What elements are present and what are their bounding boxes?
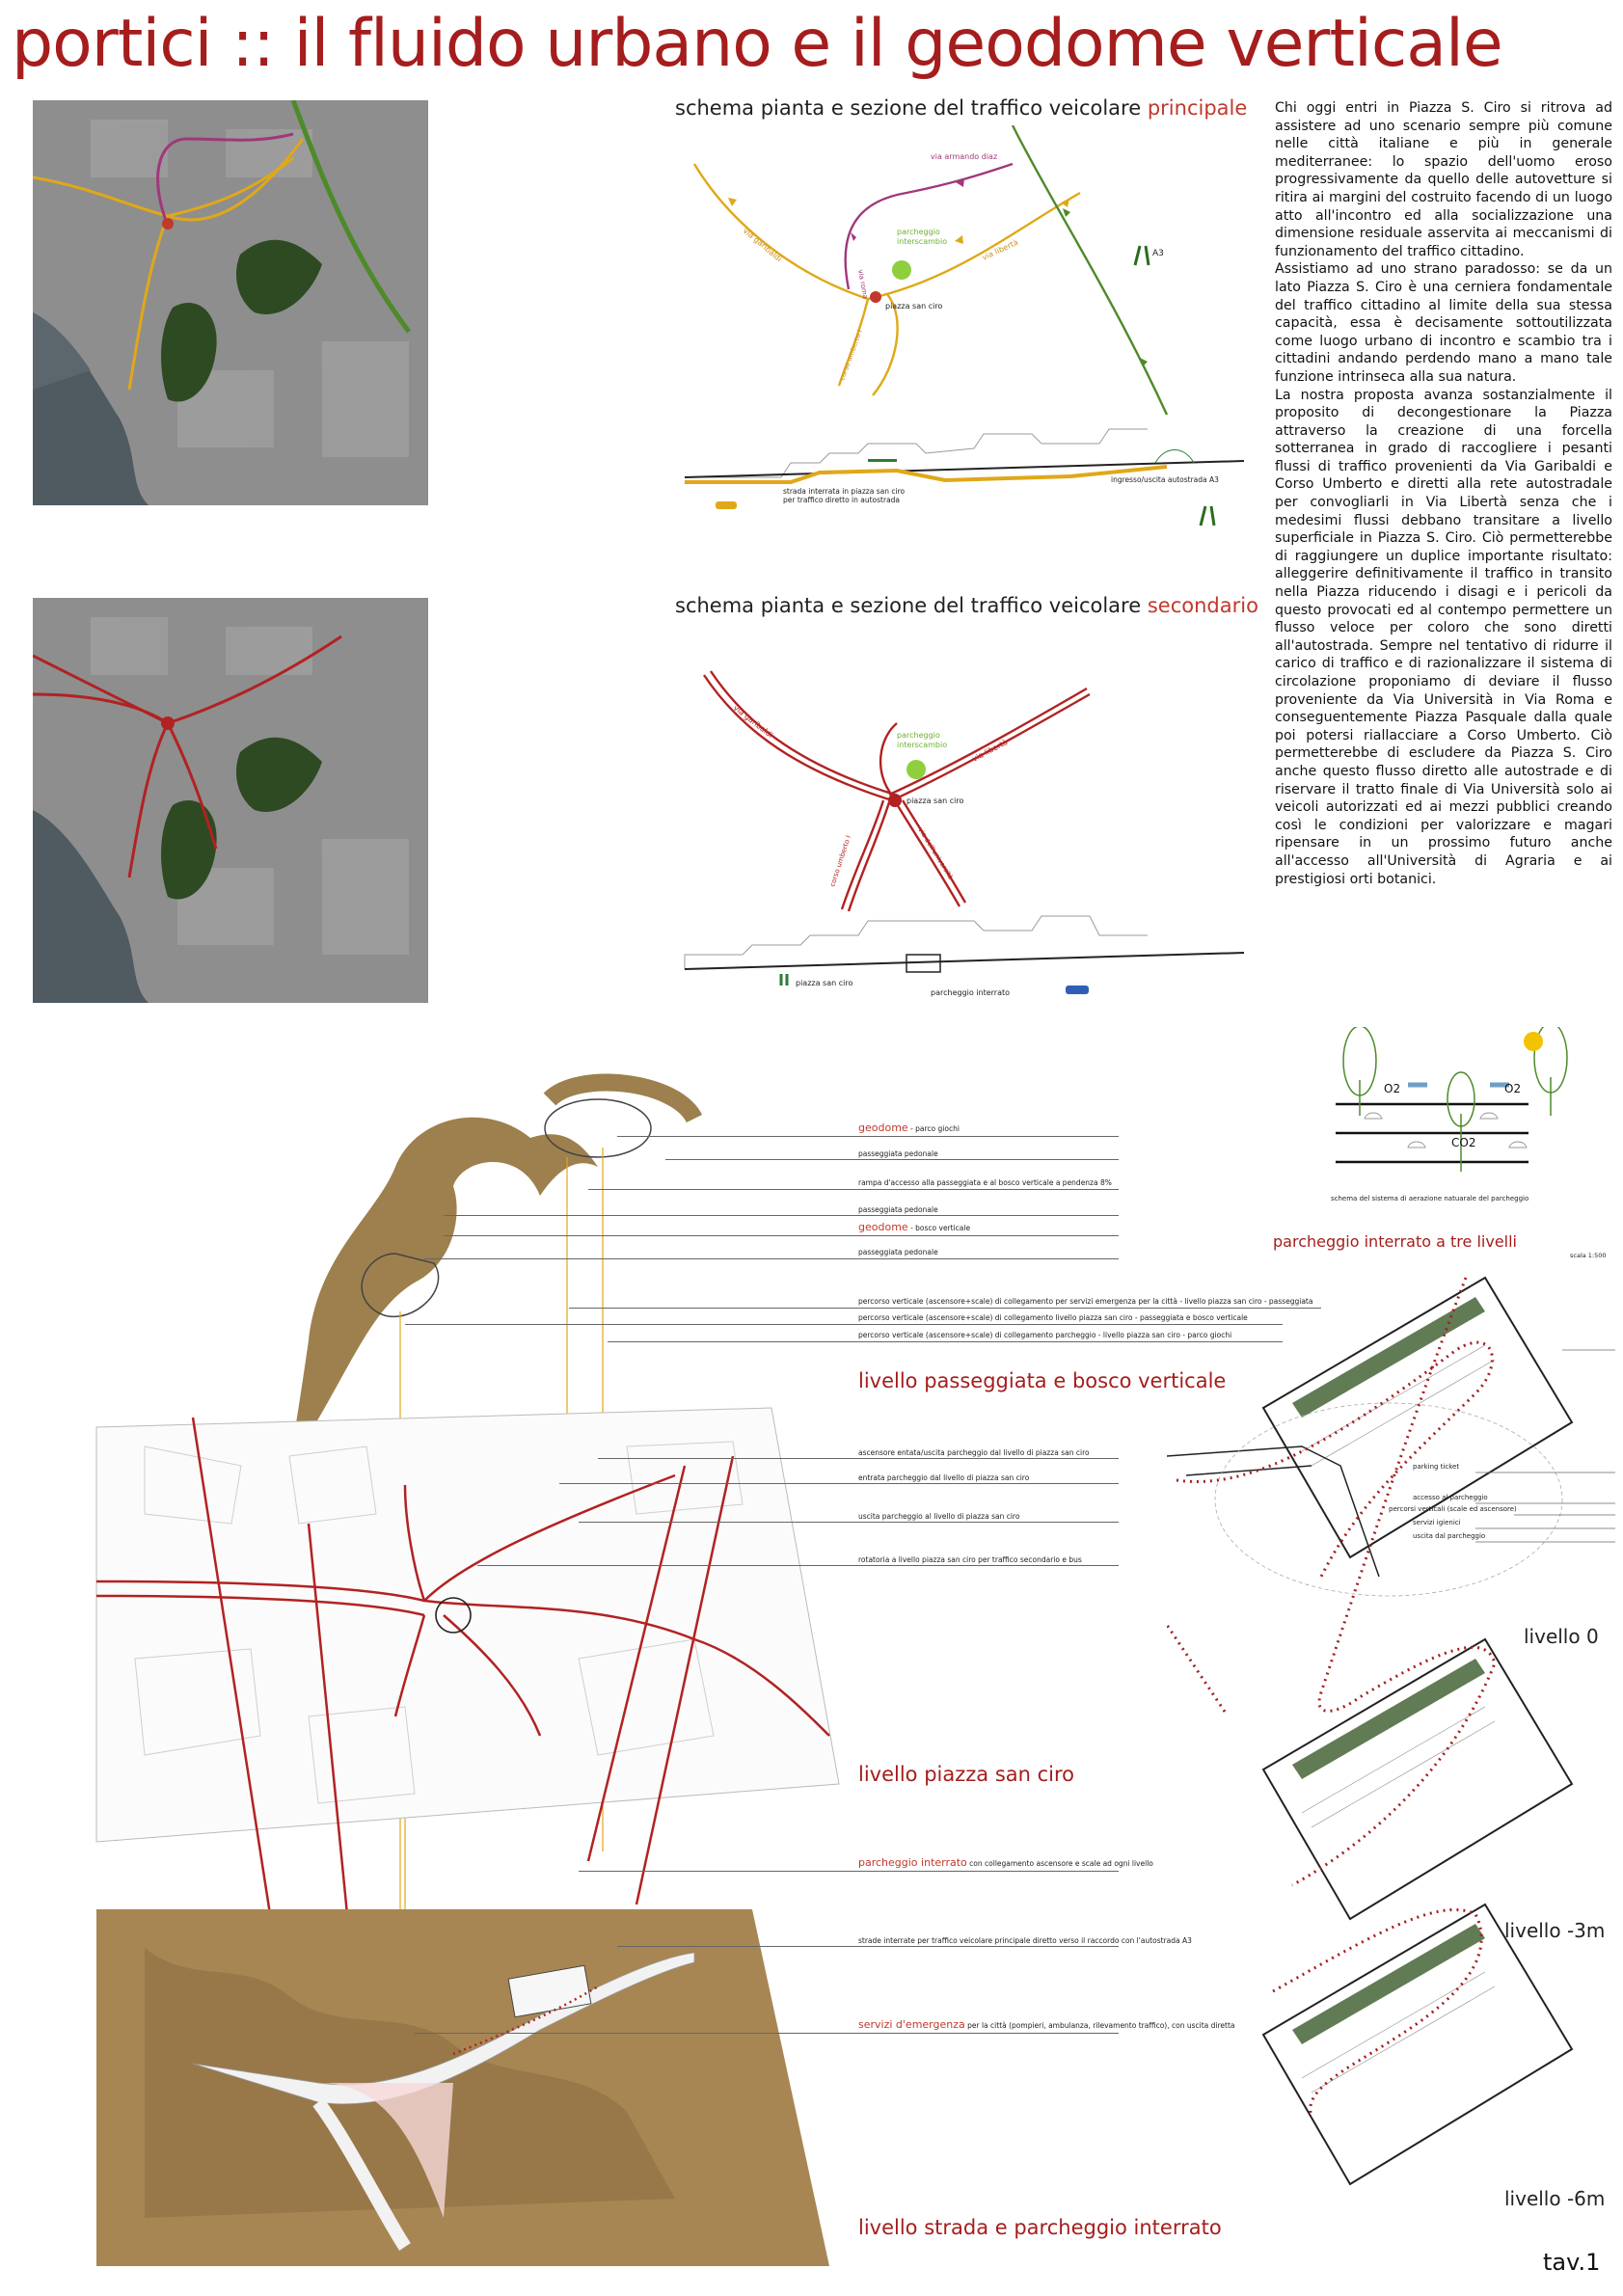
label-passeggiata-1: passeggiata pedonale [858, 1149, 938, 1158]
label-piazza-san-ciro: piazza san ciro [885, 302, 943, 311]
parcheggio-plan-scale: scala 1:500 [1570, 1252, 1607, 1259]
line-passeggiata-3 [424, 1258, 1119, 1259]
section-label-3: ingresso/uscita autostrada A3 [1111, 475, 1219, 484]
aerial-photo-secondario [33, 598, 428, 1003]
label-via-universita: via dell'università [916, 825, 955, 881]
principale-heading [675, 96, 1247, 120]
plan-label-servizi: servizi igienici [1413, 1519, 1461, 1526]
label-via-liberta: via libertà [981, 237, 1020, 262]
sheet-number: tav.1 [1543, 2249, 1601, 2276]
aeration-caption: schema del sistema di aerazione natuarale del parcheggio [1331, 1195, 1529, 1202]
label-parcheggio: parcheggio [897, 228, 940, 236]
label-rampa: rampa d'accesso alla passeggiata e al bosco verticale a pendenza 8% [858, 1178, 1112, 1187]
secondario-heading-accent: secondario [1147, 594, 1258, 617]
line-entrata [559, 1483, 1119, 1484]
description-paragraph-3: La nostra proposta avanza sostanzialmente il proposito di decongestionare la Piazza attraverso la creazione di una forcella sotterranea in grado di raccogliere i pesanti flussi di traffico provenienti da Via Garibaldi e Corso Umberto e diretti alla rete autostradale per convogliarli in Via Libertà senza che i medesimi flussi debbano transitare a livello superficiale in Piazza S. Ciro. Ciò permetterebbe di raggiungere un duplice importante risultato: alleggerire definitivamente il traffico in transito nella Piazza riducendo i disagi e i pericoli da questo provocati ed al contempo permettere un flusso veloce per coloro che sono diretti all'autostrada. Sempre nel tentativo di ridurre il carico di traffico e di razionalizzare il sistema di circolazione proponiamo di deviare il flusso proveniente da Via Università in Via Roma e conseguentemente Piazza Pasquale dalla quale poi potersi riallacciare a Corso Umberto. Ciò permetterebbe di escludere da Piazza S. Ciro anche questo flusso diretto alle autostrade e di riservare il tratto finale di Via Università solo ai veicoli autorizzati ed ai mezzi pubblici creando così le condizioni per valorizzare e magari ripensare in un prossimo futuro anche all'accesso all'Università di Agraria e ai prestigiosi orti botanici. [1275, 387, 1612, 887]
line-rampa [588, 1189, 1119, 1190]
section-label-piazza: piazza san ciro [796, 979, 853, 987]
section-label-2: per traffico diretto in autostrada [783, 496, 901, 504]
plan-level-minus6: livello -6m [1504, 2187, 1606, 2210]
line-percorso-2 [405, 1324, 1283, 1325]
label-geodome-parco [858, 1121, 960, 1134]
line-servizi [415, 2033, 1119, 2034]
aeration-o2-left: O2 [1384, 1082, 1401, 1095]
label-parcheggio-interrato-text: con collegamento ascensore e scale ad ogni livello [966, 1859, 1153, 1868]
label-servizi-accent: servizi d'emergenza [858, 2018, 965, 2031]
label-uscita: uscita parcheggio al livello di piazza san ciro [858, 1512, 1020, 1521]
line-percorso-3 [608, 1341, 1283, 1342]
label-geodome-bosco [858, 1221, 970, 1233]
label-passeggiata-2: passeggiata pedonale [858, 1205, 938, 1214]
line-geodome-parco [617, 1136, 1119, 1137]
section-label-parcheggio: parcheggio interrato [931, 988, 1011, 997]
aeration-co2: CO2 [1451, 1136, 1476, 1149]
label-servizi [858, 2018, 1235, 2031]
label-via-armando-diaz: via armando diaz [931, 152, 998, 161]
label-parcheggio-interrato [858, 1856, 1153, 1869]
plan-level-minus3: livello -3m [1504, 1919, 1606, 1942]
label-geodome-bosco-text: - bosco verticale [907, 1224, 971, 1232]
secondario-heading [675, 594, 1258, 617]
label-interscambio: interscambio [897, 237, 948, 246]
axonometric-diagram [0, 1061, 849, 2295]
plan-label-percorsi: percorsi verticali (scale ed ascensore) [1389, 1505, 1517, 1513]
plan-label-parking-ticket: parking ticket [1413, 1463, 1460, 1471]
label-a3: A3 [1152, 249, 1164, 258]
line-percorso-1 [569, 1308, 1321, 1309]
level-passeggiata: livello passeggiata e bosco verticale [858, 1369, 1227, 1392]
aerial-photo-principale [33, 100, 428, 505]
principale-heading-accent: principale [1147, 96, 1248, 120]
line-uscita [579, 1522, 1119, 1523]
principale-schema [665, 125, 1263, 559]
section-label-1: strada interrata in piazza san ciro [783, 487, 906, 496]
parking-plans [1167, 1258, 1620, 2271]
label-interscambio-2: interscambio [897, 741, 948, 749]
label-geodome-bosco-accent: geodome [858, 1221, 908, 1233]
line-ascensore [598, 1458, 1119, 1459]
line-passeggiata-2 [444, 1215, 1119, 1216]
label-percorso-3: percorso verticale (ascensore+scale) di collegamento parcheggio - livello piazza san ciro - parco giochi [858, 1331, 1232, 1339]
label-ascensore: ascensore entata/uscita parcheggio dal livello di piazza san ciro [858, 1448, 1090, 1457]
principale-heading-text: schema pianta e sezione del traffico veicolare [675, 96, 1142, 120]
passeggiata-structure [289, 1083, 694, 1466]
secondario-heading-text: schema pianta e sezione del traffico veicolare [675, 594, 1142, 617]
label-parcheggio-2: parcheggio [897, 731, 940, 740]
line-parcheggio-interrato [579, 1871, 1119, 1872]
label-geodome-parco-text: - parco giochi [907, 1124, 960, 1133]
plan-label-accesso: accesso al parcheggio [1413, 1494, 1488, 1501]
label-entrata: entrata parcheggio dal livello di piazza san ciro [858, 1473, 1030, 1482]
secondario-schema [665, 627, 1263, 1013]
label-geodome-parco-accent: geodome [858, 1121, 908, 1134]
label-piazza-san-ciro-2: piazza san ciro [906, 797, 964, 805]
plan-label-uscita: uscita dal parcheggio [1413, 1532, 1486, 1540]
description-paragraph-1: Chi oggi entri in Piazza S. Ciro si ritrova ad assistere ad uno scenario sempre più comune nelle città italiane e più in generale mediterranee: lo spazio dell'uomo eroso progressivamente da quello delle autovetture si ritira ai margini del costruito facendo di un luogo atto all'incontro ed alla socializzazione una dimensione residuale asservita ai meccanismi di funzionamento del traffico cittadino. [1275, 100, 1612, 259]
label-corso-umberto: corso umberto I [838, 328, 864, 382]
aeration-schema [1316, 1027, 1606, 1205]
parcheggio-plan-heading: parcheggio interrato a tre livelli [1273, 1232, 1517, 1251]
line-strade-interrate [617, 1946, 1119, 1947]
level-strada: livello strada e parcheggio interrato [858, 2216, 1222, 2239]
label-percorso-1: percorso verticale (ascensore+scale) di collegamento per servizi emergenza per la città - livello piazza san ciro - passeggiata [858, 1297, 1313, 1306]
label-corso-umberto-2: corso umberto I [828, 834, 853, 888]
project-description [1275, 99, 1612, 888]
label-via-liberta-2: via libertà [970, 737, 1010, 764]
label-via-roma: via roma [856, 268, 870, 300]
label-passeggiata-3: passeggiata pedonale [858, 1248, 938, 1256]
label-percorso-2: percorso verticale (ascensore+scale) di collegamento livello piazza san ciro - passeggiata e bosco verticale [858, 1313, 1248, 1322]
line-rotatoria [477, 1565, 1119, 1566]
plan-level-0: livello 0 [1524, 1625, 1599, 1648]
description-paragraph-2: Assistiamo ad uno strano paradosso: se da un lato Piazza S. Ciro è una cerniera fondamentale del traffico cittadino al limite della sua stessa capacità, essa è decisamente sottoutilizzata come luogo urbano di incontro e scambio tra i cittadini andando perdendo mano a mano tale funzione intrinseca alla sua natura. [1275, 261, 1612, 385]
label-strade-interrate: strade interrate per traffico veicolare principale diretto verso il raccordo con l'autostrada A3 [858, 1936, 1192, 1945]
level-piazza: livello piazza san ciro [858, 1763, 1075, 1786]
page-title: portici :: il fluido urbano e il geodome verticale [12, 6, 1502, 82]
aeration-o2-right: O2 [1504, 1082, 1522, 1095]
label-via-garibaldi-2: via garibaldi [731, 703, 775, 740]
label-parcheggio-interrato-accent: parcheggio interrato [858, 1856, 967, 1869]
label-via-garibaldi: via garibaldi [741, 226, 784, 264]
line-geodome-bosco [444, 1235, 1119, 1236]
label-rotatoria: rotatoria a livello piazza san ciro per traffico secondario e bus [858, 1555, 1082, 1564]
label-servizi-text: per la città (pompieri, ambulanza, rilevamento traffico), con uscita diretta [964, 2021, 1235, 2030]
line-passeggiata-1 [665, 1159, 1119, 1160]
